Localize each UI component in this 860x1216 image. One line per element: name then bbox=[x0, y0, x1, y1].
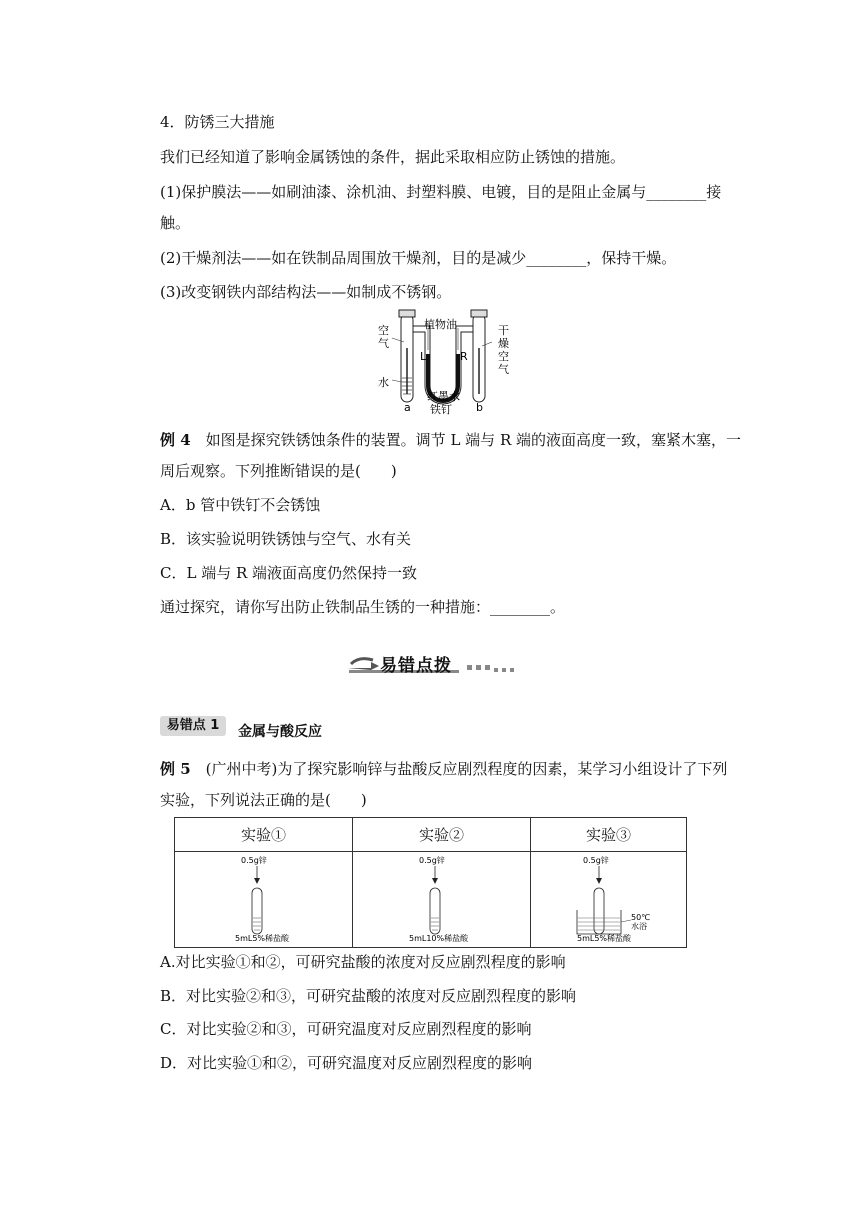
experiment-1-figure bbox=[175, 852, 352, 943]
example5-option-a: A.对比实验①和②，可研究盐酸的浓度对反应剧烈程度的影响 bbox=[160, 953, 566, 971]
experiment-cell-2 bbox=[353, 852, 531, 948]
example4-option-a: A．b 管中铁钉不会锈蚀 bbox=[160, 496, 321, 514]
label-R: R bbox=[460, 350, 468, 363]
error-point-title: 金属与酸反应 bbox=[238, 724, 322, 740]
example4-line1 bbox=[160, 430, 741, 450]
example5-text1: (广州中考)为了探究影响锌与盐酸反应剧烈程度的因素，某学习小组设计了下列 bbox=[190, 760, 728, 778]
label-dry-1: 干 bbox=[498, 324, 509, 337]
experiment-2-figure bbox=[353, 852, 530, 943]
method-1-line2: 触。 bbox=[160, 214, 191, 232]
example5-option-c: C．对比实验②和③，可研究温度对反应剧烈程度的影响 bbox=[160, 1020, 532, 1038]
example4-text1: 如图是探究铁锈蚀条件的装置。调节 L 端与 R 端的液面高度一致，塞紧木塞，一 bbox=[190, 431, 742, 449]
section-heading: 4．防锈三大措施 bbox=[160, 113, 275, 131]
acid-label-2: 5mL10%稀盐酸 bbox=[409, 934, 469, 943]
error-point-badge: 易错点 1 bbox=[160, 716, 226, 736]
label-b: b bbox=[476, 401, 483, 414]
experiment-header-1: 实验① bbox=[175, 818, 353, 852]
test-tube-2 bbox=[430, 888, 440, 934]
example4-prompt: 通过探究，请你写出防止铁制品生锈的一种措施：________。 bbox=[160, 598, 566, 616]
label-dry-3: 空 bbox=[498, 350, 509, 363]
label-water: 水 bbox=[378, 376, 389, 389]
experiment-cell-1 bbox=[175, 852, 353, 948]
acid-label-3: 5mL5%稀盐酸 bbox=[577, 934, 632, 943]
stopper-a bbox=[399, 310, 415, 317]
label-oil: 植物油 bbox=[424, 318, 457, 331]
zinc-label-1: 0.5g锌 bbox=[241, 856, 267, 865]
experiment-cell-3 bbox=[531, 852, 687, 948]
label-dry-4: 气 bbox=[498, 363, 509, 376]
experiment-3-figure bbox=[531, 852, 686, 943]
method-1-line1: (1)保护膜法——如刷油漆、涂机油、封塑料膜、电镀，目的是阻止金属与________接 bbox=[160, 183, 722, 201]
zinc-label-3: 0.5g锌 bbox=[583, 856, 609, 865]
section-intro: 我们已经知道了影响金属锈蚀的条件，据此采取相应防止锈蚀的措施。 bbox=[160, 148, 626, 166]
label-L: L bbox=[420, 350, 427, 363]
example5-line2: 实验，下列说法正确的是( ) bbox=[160, 791, 367, 809]
temperature-label: 50℃ bbox=[631, 913, 651, 922]
zinc-label-2: 0.5g锌 bbox=[419, 856, 445, 865]
test-tube-3 bbox=[594, 888, 604, 934]
label-ink: 红墨水 bbox=[427, 390, 460, 403]
experiment-table bbox=[174, 817, 687, 948]
test-tube-1 bbox=[252, 888, 262, 934]
method-3: (3)改变钢铁内部结构法——如制成不锈钢。 bbox=[160, 283, 452, 301]
label-dry-2: 燥 bbox=[498, 337, 509, 350]
experiment-header-2: 实验② bbox=[353, 818, 531, 852]
label-air-1: 空 bbox=[378, 324, 389, 337]
label-air-2: 气 bbox=[378, 337, 389, 350]
example5-label: 例 5 bbox=[160, 760, 191, 778]
example4-option-c: C．L 端与 R 端液面高度仍然保持一致 bbox=[160, 564, 418, 582]
example4-line2: 周后观察。下列推断错误的是( ) bbox=[160, 462, 397, 480]
label-nail: 铁钉 bbox=[430, 403, 452, 416]
water-bath-label: 水浴 bbox=[631, 922, 647, 931]
experiment-header-3: 实验③ bbox=[531, 818, 687, 852]
acid-label-1: 5mL5%稀盐酸 bbox=[235, 934, 290, 943]
method-2: (2)干燥剂法——如在铁制品周围放干燥剂，目的是减少________，保持干燥。 bbox=[160, 249, 677, 267]
rust-apparatus-figure bbox=[370, 308, 520, 416]
example5-option-b: B．对比实验②和③，可研究盐酸的浓度对反应剧烈程度的影响 bbox=[160, 987, 577, 1005]
banner-title: 易错点拨 bbox=[380, 656, 452, 676]
example5-option-d: D．对比实验①和②，可研究温度对反应剧烈程度的影响 bbox=[160, 1054, 533, 1072]
example4-label: 例 4 bbox=[160, 431, 191, 449]
example4-option-b: B．该实验说明铁锈蚀与空气、水有关 bbox=[160, 530, 412, 548]
example5-line1 bbox=[160, 759, 727, 779]
label-a: a bbox=[404, 401, 411, 414]
stopper-b bbox=[471, 310, 487, 317]
